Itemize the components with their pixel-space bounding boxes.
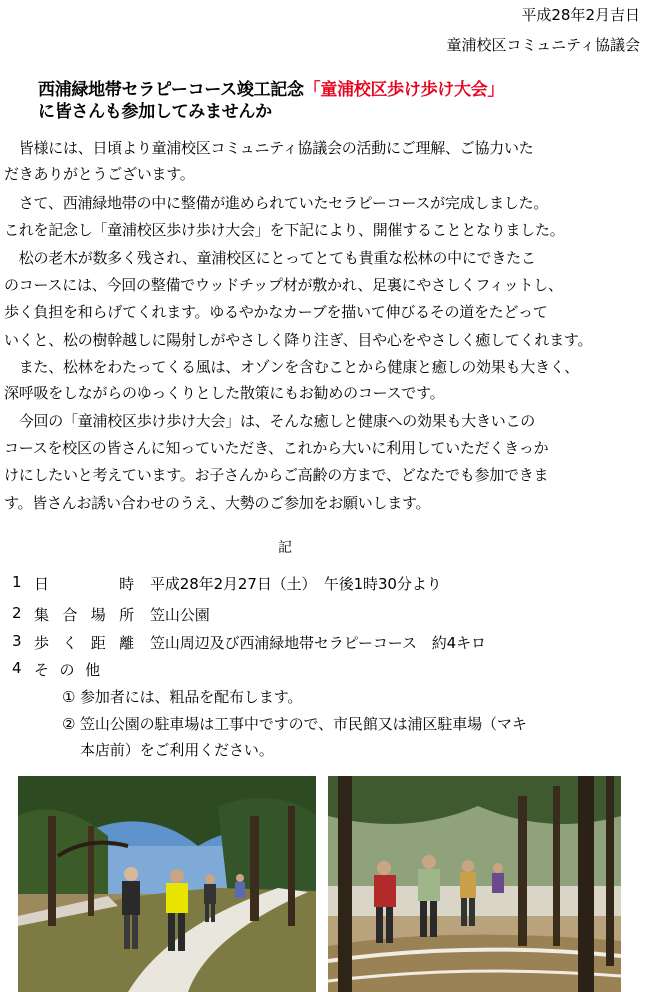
note-line: 本店前）をご利用ください。	[80, 741, 274, 759]
body-line: また、松林をわたってくる風は、オゾンを含むことから健康と癒しの効果も大きく、	[4, 358, 579, 376]
body-line: 松の老木が数多く残され、童浦校区にとってとても貴重な松林の中にできたこ	[4, 249, 536, 267]
walkers-in-pine-forest-photo	[328, 776, 621, 992]
event-name-highlight: 「童浦校区歩け歩け大会」	[303, 80, 505, 100]
event-title-prefix: 西浦緑地帯セラピーコース竣工記念	[38, 80, 304, 100]
detail-value: 笠山周辺及び西浦緑地帯セラピーコース 約4キロ	[150, 634, 486, 652]
detail-item-venue: 2 集 合 場 所 笠山公園	[12, 604, 210, 624]
body-line: のコースには、今回の整備でウッドチップ材が敷かれ、足裏にやさしくフィットし、	[4, 276, 563, 294]
body-line: 皆様には、日頃より童浦校区コミュニティ協議会の活動にご理解、ご協力いた	[4, 139, 534, 157]
issue-date: 平成28年2月吉日	[521, 6, 640, 24]
organization-name: 童浦校区コミュニティ協議会	[446, 36, 640, 54]
detail-label: 日 時	[34, 575, 134, 593]
detail-item-distance: 3 歩 く 距 離 笠山周辺及び西浦緑地帯セラピーコース 約4キロ	[12, 632, 486, 652]
walkers-on-path-photo	[18, 776, 316, 992]
detail-label: 歩 く 距 離	[34, 634, 134, 652]
detail-value: 平成28年2月27日（土） 午後1時30分より	[150, 575, 442, 593]
detail-label: そ の 他	[34, 661, 100, 679]
body-line: 深呼吸をしながらのゆっくりとした散策にもお勧めのコースです。	[4, 384, 445, 402]
detail-label: 集 合 場 所	[34, 606, 134, 624]
body-line: す。皆さんお誘い合わせのうえ、大勢のご参加をお願いします。	[4, 494, 431, 512]
detail-item-datetime: 1 日 時 平成28年2月27日（土） 午後1時30分より	[12, 573, 442, 593]
note-line: ① 参加者には、粗品を配布します。	[62, 688, 303, 706]
event-title-line2: に皆さんも参加してみませんか	[38, 102, 272, 122]
body-line: だきありがとうございます。	[4, 165, 195, 183]
body-line: いくと、松の樹幹越しに陽射しがやさしく降り注ぎ、目や心をやさしく癒してくれます。	[4, 331, 593, 349]
body-line: これを記念し「童浦校区歩け歩け大会」を下記により、開催することとなりました。	[4, 221, 565, 239]
detail-value: 笠山公園	[150, 606, 210, 624]
body-line: けにしたいと考えています。お子さんからご高齢の方まで、どなたでも参加できま	[4, 466, 549, 484]
body-line: 今回の「童浦校区歩け歩け大会」は、そんな癒しと健康への効果も大きいこの	[4, 412, 536, 430]
detail-item-other: 4 そ の 他	[12, 659, 100, 679]
note-line: ② 笠山公園の駐車場は工事中ですので、市民館又は浦区駐車場（マキ	[62, 715, 527, 733]
ki-heading: 記	[278, 540, 292, 556]
body-line: コースを校区の皆さんに知っていただき、これから大いに利用していただくきっか	[4, 439, 549, 457]
body-line: 歩く負担を和らげてくれます。ゆるやかなカーブを描いて伸びるその道をたどって	[4, 303, 548, 321]
body-line: さて、西浦緑地帯の中に整備が進められていたセラピーコースが完成しました。	[4, 194, 549, 212]
